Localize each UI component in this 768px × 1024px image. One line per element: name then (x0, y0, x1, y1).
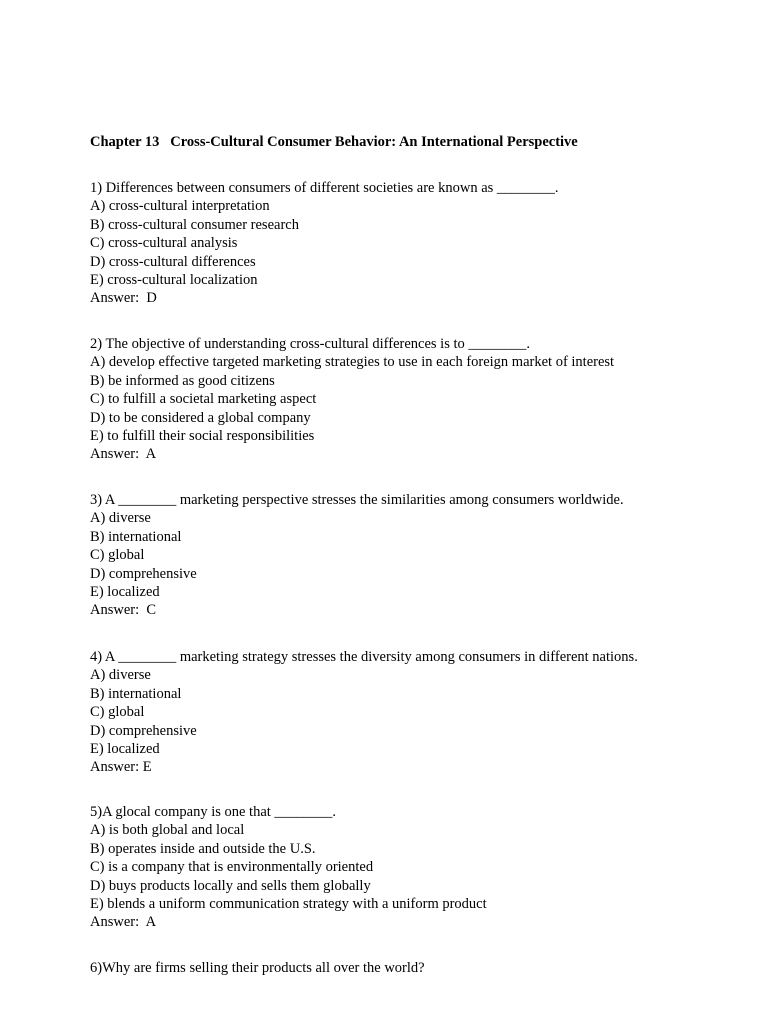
chapter-title: Chapter 13 Cross-Cultural Consumer Behavior: An International Perspective (90, 134, 578, 150)
option-b: B) cross-cultural consumer research (90, 216, 299, 233)
option-d: D) cross-cultural differences (90, 253, 256, 270)
option-e: E) localized (90, 740, 160, 757)
option-b: B) international (90, 685, 182, 702)
question-stem: 5)A glocal company is one that ________. (90, 804, 337, 820)
question-2 (90, 335, 740, 464)
option-c: C) global (90, 547, 145, 564)
question-stem: 3) A ________ marketing perspective stresses the similarities among consumers worldwide. (90, 492, 624, 508)
option-e: E) cross-cultural localization (90, 271, 258, 288)
option-b: B) international (90, 528, 182, 545)
option-b: B) be informed as good citizens (90, 372, 275, 389)
option-a: A) is both global and local (90, 822, 245, 839)
option-c: C) to fulfill a societal marketing aspect (90, 391, 317, 408)
option-e: E) blends a uniform communication strategy with a uniform product (90, 895, 487, 912)
option-a: A) develop effective targeted marketing strategies to use in each foreign market of interest (90, 354, 615, 371)
answer-line: Answer: E (90, 759, 152, 776)
question-1 (90, 179, 740, 308)
question-6 (90, 959, 740, 977)
option-c: C) is a company that is environmentally oriented (90, 859, 374, 876)
option-a: A) diverse (90, 667, 151, 684)
option-e: E) to fulfill their social responsibilities (90, 427, 315, 444)
question-4 (90, 648, 740, 777)
option-d: D) to be considered a global company (90, 409, 311, 426)
question-3 (90, 491, 740, 620)
question-stem: 4) A ________ marketing strategy stresses the diversity among consumers in different nations. (90, 649, 638, 665)
option-a: A) diverse (90, 510, 151, 527)
option-d: D) comprehensive (90, 722, 197, 739)
option-e: E) localized (90, 583, 160, 600)
question-stem: 6)Why are firms selling their products all over the world? (90, 960, 425, 976)
question-5 (90, 803, 740, 932)
answer-line: Answer: A (90, 446, 157, 463)
answer-line: Answer: C (90, 602, 157, 619)
answer-line: Answer: D (90, 290, 157, 307)
question-stem: 2) The objective of understanding cross-cultural differences is to ________. (90, 336, 530, 352)
option-a: A) cross-cultural interpretation (90, 198, 270, 215)
option-d: D) comprehensive (90, 565, 197, 582)
option-c: C) global (90, 704, 145, 721)
question-stem: 1) Differences between consumers of different societies are known as ________. (90, 180, 559, 196)
answer-line: Answer: A (90, 914, 157, 931)
option-d: D) buys products locally and sells them globally (90, 877, 371, 894)
option-b: B) operates inside and outside the U.S. (90, 840, 316, 857)
option-c: C) cross-cultural analysis (90, 235, 238, 252)
